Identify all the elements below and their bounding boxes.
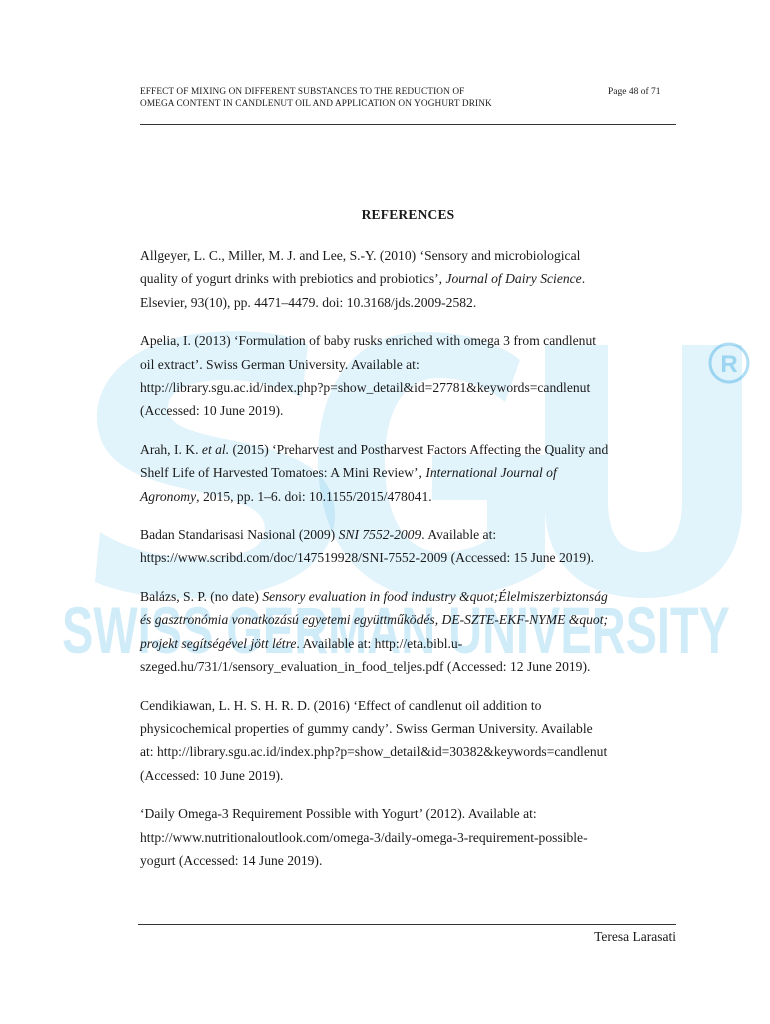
reference-line: Allgeyer, L. C., Miller, M. J. and Lee, S.-Y. (2010) ‘Sensory and microbiological [140, 248, 581, 263]
svg-text:SWISS GERMAN UNIVERSITY: SWISS GERMAN UNIVERSITY [62, 593, 730, 667]
reference-url: at: http://library.sgu.ac.id/index.php?p=show_detail&id=30382&keywords=candlenut [140, 744, 608, 760]
reference-item [140, 244, 680, 314]
reference-line: yogurt (Accessed: 14 June 2019). [140, 852, 323, 868]
reference-url: https://www.scribd.com/doc/147519928/SNI-7552-2009 (Accessed: 15 June 2019). [140, 550, 595, 566]
footer-author: Teresa Larasati [594, 929, 676, 944]
reference-line: Arah, I. K. et al. (2015) ‘Preharvest and Postharvest Factors Affecting the Quality and [140, 441, 609, 457]
header-divider [140, 124, 676, 125]
reference-line: Balázs, S. P. (no date) Sensory evaluation in food industry &quot;Élelmiszerbiztonság [140, 588, 608, 604]
svg-text:R: R [720, 351, 738, 378]
reference-line: Cendikiawan, L. H. S. H. R. D. (2016) ‘Effect of candlenut oil addition to [140, 697, 542, 713]
reference-item [140, 438, 680, 508]
reference-line: és gasztronómia vonatkozású egyetemi együttműködés, DE-SZTE-EKF-NYME &quot; [140, 612, 609, 628]
footer-divider [138, 924, 676, 925]
reference-line: (Accessed: 10 June 2019). [140, 403, 284, 419]
reference-list [140, 244, 680, 887]
reference-line: (Accessed: 10 June 2019). [140, 767, 284, 783]
reference-line: ‘Daily Omega-3 Requirement Possible with Yogurt’ (2012). Available at: [140, 806, 537, 822]
reference-item [140, 329, 680, 423]
reference-item [140, 694, 680, 788]
reference-line: oil extract’. Swiss German University. Available at: [140, 356, 420, 372]
reference-url: http://library.sgu.ac.id/index.php?p=show_detail&id=27781&keywords=candlenut [140, 380, 591, 396]
journal-title: Journal of Dairy Science [445, 271, 582, 287]
running-header-line-1: EFFECT OF MIXING ON DIFFERENT SUBSTANCES TO THE REDUCTION OF [140, 87, 465, 97]
section-title: REFERENCES [361, 207, 455, 222]
reference-line: Apelia, I. (2013) ‘Formulation of baby rusks enriched with omega 3 from candlenut [140, 333, 597, 349]
running-header-line-2: OMEGA CONTENT IN CANDLENUT OIL AND APPLICATION ON YOGHURT DRINK [140, 98, 492, 109]
journal-title: International Journal of [425, 465, 557, 481]
reference-item [140, 585, 680, 679]
reference-line: Badan Standarisasi Nasional (2009) SNI 7552-2009. Available at: [140, 527, 497, 543]
page-number: Page 48 of 71 [608, 87, 661, 97]
reference-url: szeged.hu/731/1/sensory_evaluation_in_food_teljes.pdf (Accessed: 12 June 2019). [140, 659, 591, 675]
reference-url: http://www.nutritionaloutlook.com/omega-3/daily-omega-3-requirement-possible- [140, 829, 588, 845]
reference-line: Shelf Life of Harvested Tomatoes: A Mini Review’, International Journal of [140, 465, 557, 481]
reference-item [140, 523, 680, 570]
reference-item [140, 802, 680, 872]
reference-line: Agronomy, 2015, pp. 1–6. doi: 10.1155/2015/478041. [140, 488, 432, 504]
reference-line: physicochemical properties of gummy candy’. Swiss German University. Available [140, 720, 593, 736]
running-header-title [140, 87, 580, 110]
reference-line: quality of yogurt drinks with prebiotics and probiotics’, Journal of Dairy Science. [140, 271, 586, 287]
reference-line: projekt segítségével jött létre. Available at: http://eta.bibl.u- [140, 635, 463, 651]
reference-line: Elsevier, 93(10), pp. 4471–4479. doi: 10.3168/jds.2009-2582. [140, 294, 477, 310]
